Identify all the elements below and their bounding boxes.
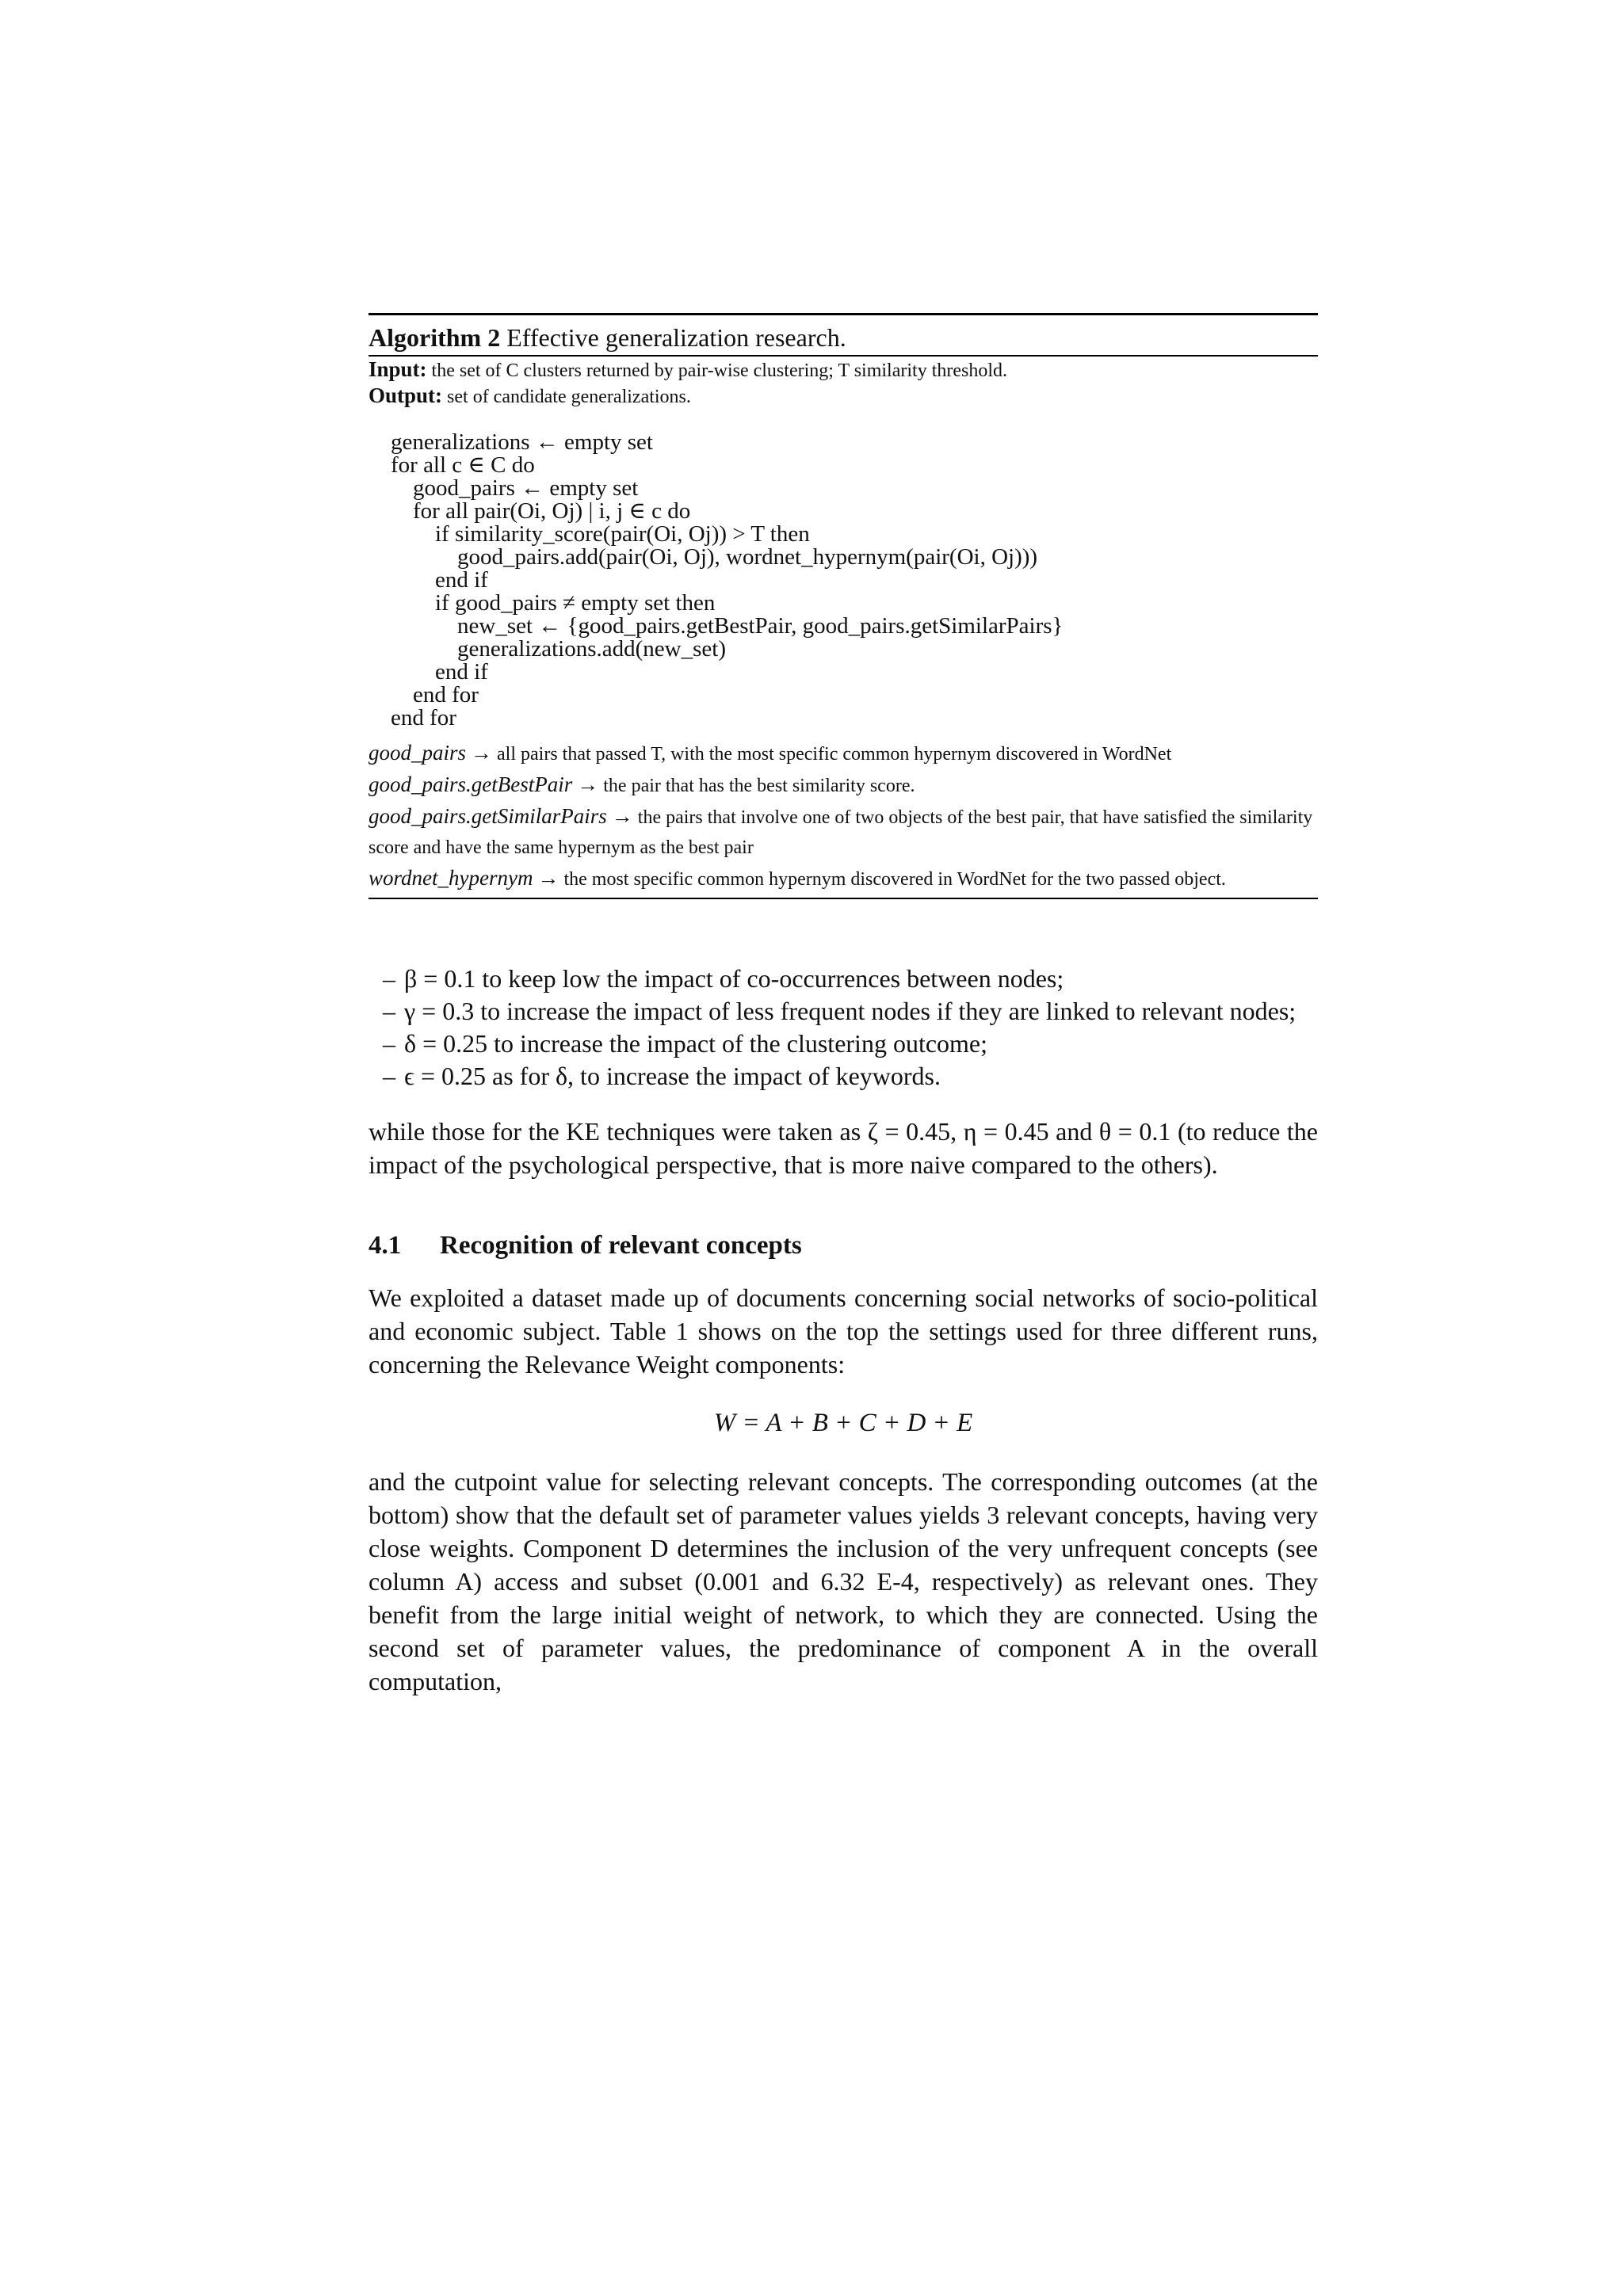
bullet-dash: – (383, 1062, 395, 1090)
note-text: all pairs that passed T, with the most specific common hypernym discovered in WordNet (497, 744, 1172, 765)
algorithm-note (369, 863, 1318, 894)
algorithm-label: Algorithm 2 (369, 323, 501, 352)
algorithm-code-line: end if (435, 659, 488, 685)
paragraph-dataset: We exploited a dataset made up of documents concerning social networks of socio-political and economic subject. Table 1 shows on the top the settings used for three different runs, concerning the Relevance Weight components: (369, 1283, 1318, 1379)
algorithm-notes (369, 738, 1318, 894)
algorithm-note (369, 738, 1318, 769)
note-text: the pair that has the best similarity score. (603, 776, 915, 796)
parameter-item (369, 995, 1318, 1028)
parameter-text: ϵ = 0.25 as for δ, to increase the impact of keywords. (404, 1062, 941, 1090)
parameter-item (369, 1028, 1318, 1060)
parameter-text: γ = 0.3 to increase the impact of less frequent nodes if they are linked to relevant nodes; (404, 997, 1296, 1025)
parameter-item (369, 963, 1318, 995)
algorithm-code-line: for all c ∈ C do (391, 452, 535, 478)
paragraph-ke-techniques: while those for the KE techniques were taken as ζ = 0.45, η = 0.45 and θ = 0.1 (to reduce the impact of the psychological perspective, that is more naive compared to the others). (369, 1117, 1318, 1179)
note-term: good_pairs.getBestPair (369, 772, 573, 796)
parameter-text: δ = 0.25 to increase the impact of the clustering outcome; (404, 1029, 988, 1058)
bullet-dash: – (383, 964, 395, 993)
page-content (369, 313, 1318, 1723)
algorithm-code (369, 431, 1318, 730)
equation (369, 1406, 1318, 1440)
algorithm-code-line: new_set ← {good_pairs.getBestPair, good_pairs.getSimilarPairs} (457, 613, 1064, 639)
bullet-dash: – (383, 997, 395, 1025)
note-text: the pairs that involve one of two objects of the best pair, that have satisfied the similarity score and have the same hypernym as the best pair (369, 807, 1313, 858)
algorithm-code-line: generalizations ← empty set (391, 429, 653, 455)
algorithm-caption-text: Effective generalization research. (506, 323, 846, 352)
algorithm-code-line: end for (413, 682, 479, 707)
algorithm-code-line: generalizations.add(new_set) (457, 636, 726, 662)
section-title: Recognition of relevant concepts (440, 1231, 802, 1260)
output-text: set of candidate generalizations. (447, 387, 691, 407)
algorithm-code-line: good_pairs ← empty set (413, 475, 639, 501)
input-text: the set of C clusters returned by pair-wise clustering; T similarity threshold. (431, 360, 1008, 381)
algorithm-code-line: if good_pairs ≠ empty set then (435, 590, 716, 616)
paragraph-cutpoint: and the cutpoint value for selecting relevant concepts. The corresponding outcomes (at the bottom) show that the default set of parameter values yields 3 relevant concepts, having very close weights. Component D determines the inclusion of the very unfrequent concepts (see column A) access and subset (0.001 and 6.32 E-4, respectively) as relevant ones. They benefit from the large initial weight of network, to which they are connected. Using the second set of parameter values, the predominance of component A in the overall computation, (369, 1467, 1318, 1695)
note-text: the most specific common hypernym discovered in WordNet for the two passed object. (563, 869, 1226, 890)
algorithm-code-line: good_pairs.add(pair(Oi, Oj), wordnet_hypernym(pair(Oi, Oj))) (457, 544, 1038, 570)
algorithm-note (369, 769, 1318, 801)
section-number: 4.1 (369, 1231, 402, 1260)
output-label: Output: (369, 383, 443, 407)
note-term: good_pairs (369, 741, 467, 765)
bullet-dash: – (383, 1029, 395, 1058)
note-arrow: → (471, 741, 493, 765)
algorithm-output (369, 383, 1318, 409)
algorithm-code-line: end for (391, 705, 456, 730)
algorithm-note (369, 801, 1318, 863)
algorithm-code-line: end if (435, 567, 488, 593)
algorithm-bottom-rule (369, 898, 1318, 899)
algorithm-code-line: if similarity_score(pair(Oi, Oj)) > T then (435, 521, 810, 547)
algorithm-caption (369, 315, 1318, 355)
parameter-list (369, 963, 1318, 1093)
algorithm-input (369, 357, 1318, 383)
equation-text: W = A + B + C + D + E (713, 1409, 973, 1437)
note-arrow: → (577, 772, 599, 796)
parameter-text: β = 0.1 to keep low the impact of co-occurrences between nodes; (404, 964, 1064, 993)
algorithm-code-line: for all pair(Oi, Oj) | i, j ∈ c do (413, 498, 691, 524)
note-term: good_pairs.getSimilarPairs (369, 804, 607, 828)
note-arrow: → (537, 866, 559, 890)
input-label: Input: (369, 357, 427, 381)
note-arrow: → (611, 804, 633, 828)
note-term: wordnet_hypernym (369, 866, 533, 890)
section-heading (369, 1229, 1318, 1262)
parameter-item (369, 1060, 1318, 1093)
